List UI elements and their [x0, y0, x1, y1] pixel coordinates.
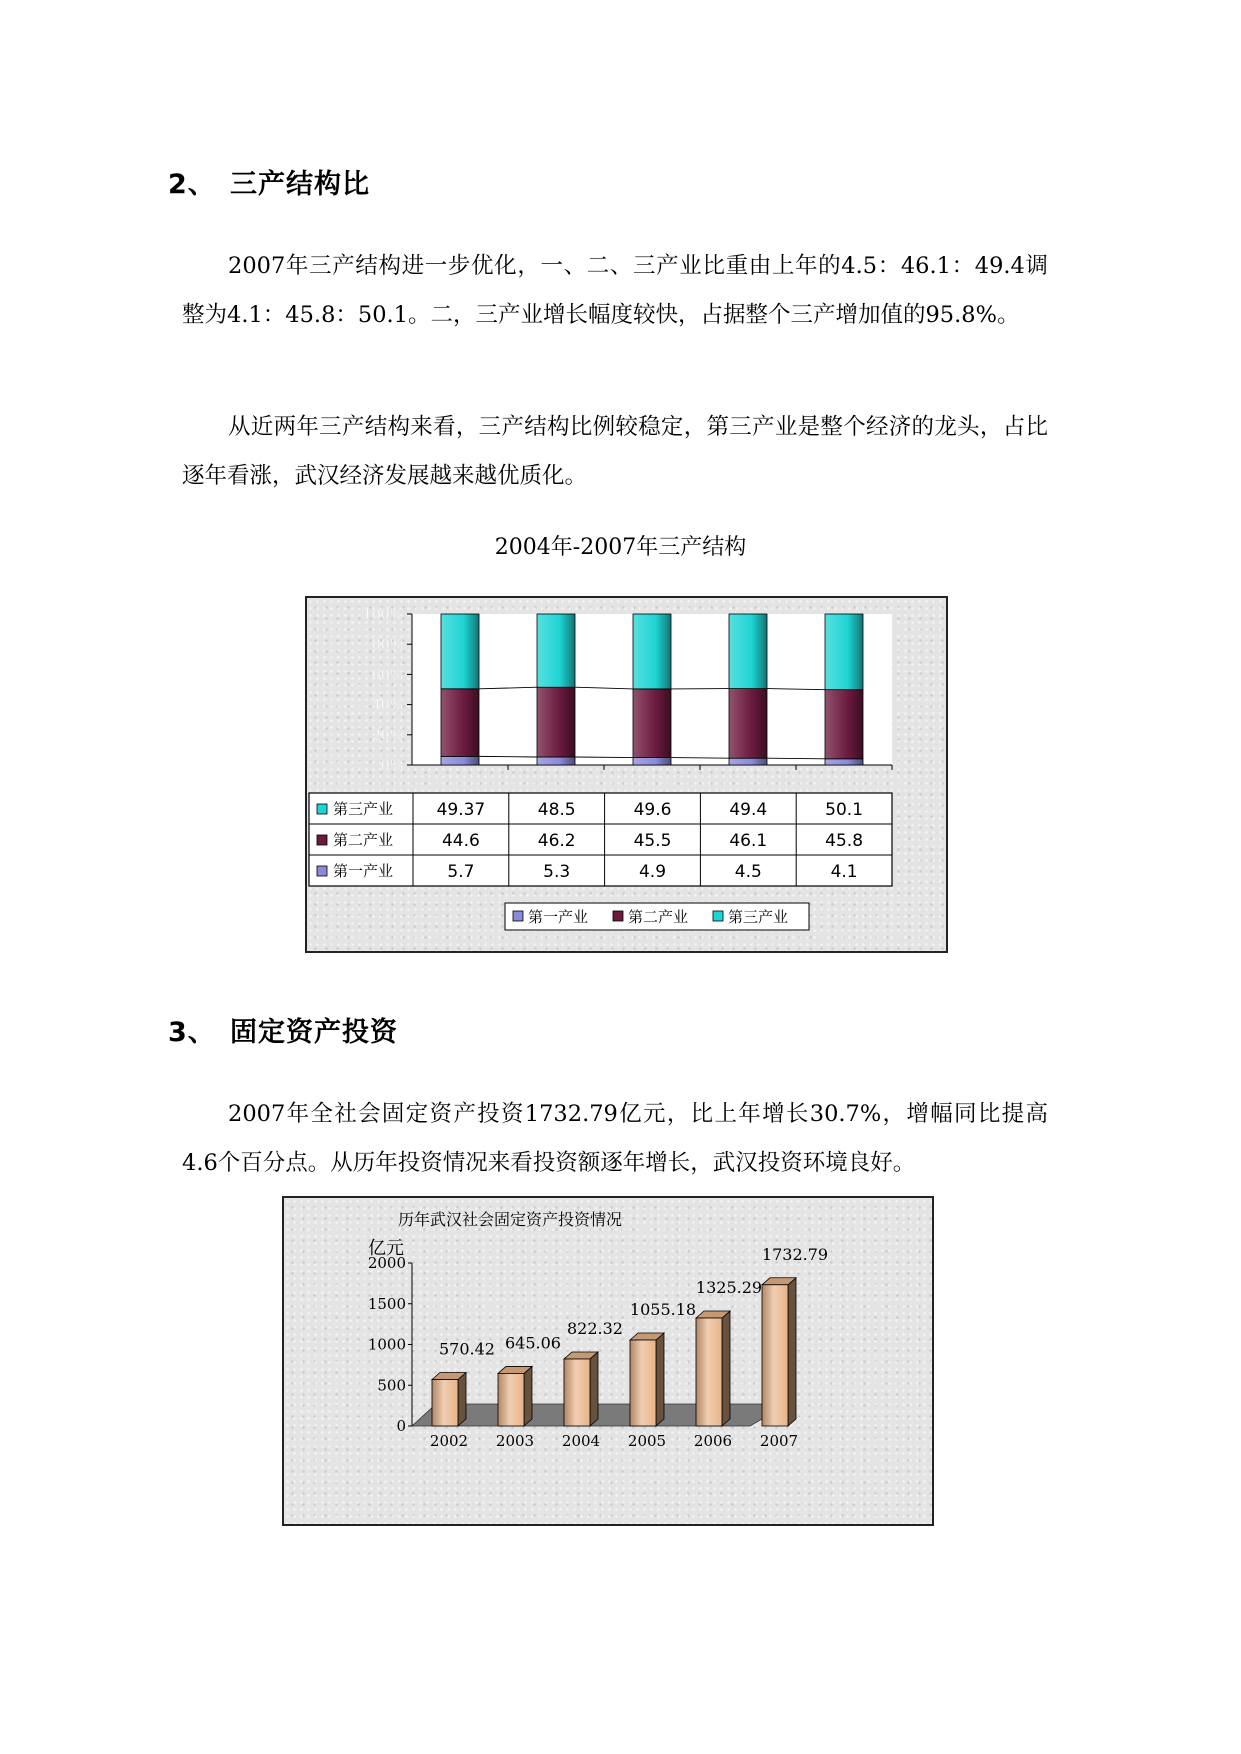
bar-segment-tertiary	[537, 614, 575, 687]
y-tick-label: 100%	[362, 607, 403, 623]
x-tick-label: 2007	[759, 1432, 799, 1450]
table-legend-swatch	[317, 835, 327, 845]
bar-side	[524, 1366, 532, 1426]
bar	[564, 1359, 590, 1426]
table-row-label: 第二产业	[333, 831, 394, 849]
table-cell-value: 45.5	[633, 831, 672, 851]
bar-segment-primary	[441, 756, 479, 765]
bar-segment-secondary	[633, 689, 671, 758]
table-cell-value: 46.2	[537, 831, 576, 851]
legend-swatch	[613, 911, 623, 921]
bar-segment-secondary	[537, 687, 575, 757]
bar-segment-tertiary	[729, 614, 767, 689]
chart-caption: 2004年-2007年三产结构	[494, 535, 747, 560]
bar-side	[458, 1373, 466, 1426]
y-tick-label: 1000	[367, 1335, 406, 1354]
industry-structure-chart-svg	[307, 598, 946, 951]
structure-paragraph-2: 从近两年三产结构来看，三产结构比例较稳定，第三产业是整个经济的龙头，占比逐年看涨，武汉经济发展越来越优质化。	[182, 414, 1048, 489]
y-tick-label: 20%	[371, 727, 403, 744]
y-tick-label: 1500	[367, 1294, 406, 1313]
section-number: 3、	[168, 1017, 216, 1048]
table-cell-value: 5.7	[447, 862, 475, 882]
data-table	[309, 793, 892, 886]
bar-segment-primary	[825, 759, 863, 765]
table-cell-value: 50.1	[825, 800, 864, 820]
series-line	[479, 756, 537, 757]
bar	[762, 1285, 788, 1426]
table-cell-value: 4.1	[830, 862, 858, 882]
legend-label: 第三产业	[728, 908, 789, 926]
table-row-label: 第一产业	[333, 862, 394, 880]
table-legend-swatch	[317, 804, 327, 814]
section-number: 2、	[168, 169, 216, 200]
x-tick-label: 2006	[693, 1432, 733, 1450]
investment-chart-svg	[284, 1198, 932, 1524]
bar	[498, 1373, 524, 1426]
section-heading-structure	[168, 162, 370, 201]
table-cell-value: 5.3	[543, 862, 571, 882]
x-tick-label: 2004	[561, 1432, 601, 1450]
y-tick-label: 40%	[371, 697, 403, 714]
y-tick-label: 2000	[367, 1254, 406, 1272]
chart-floor	[412, 1404, 788, 1426]
section-title: 三产结构比	[230, 169, 370, 200]
y-tick-label: 80%	[371, 637, 403, 654]
y-axis-unit-label: 亿元	[368, 1238, 404, 1259]
legend-swatch	[513, 911, 523, 921]
bar-value-label: 1325.29	[695, 1277, 763, 1297]
bar-segment-primary	[633, 758, 671, 765]
legend-label: 第二产业	[628, 908, 689, 926]
section-heading-investment	[168, 1010, 398, 1049]
series-line	[671, 758, 729, 759]
bar-value-label: 1055.18	[629, 1300, 697, 1320]
y-tick-label: 0%	[380, 758, 403, 774]
legend-swatch	[713, 911, 723, 921]
series-line	[575, 757, 633, 758]
table-cell-value: 45.8	[825, 831, 864, 851]
table-cell-value: 49.4	[729, 800, 768, 820]
y-tick-label: 0	[396, 1417, 406, 1435]
table-cell-value: 44.6	[441, 831, 480, 851]
table-cell-value: 46.1	[729, 831, 768, 851]
table-row-label: 第三产业	[333, 800, 394, 818]
bar	[630, 1340, 656, 1426]
bar	[696, 1318, 722, 1426]
x-tick-label: 2005	[627, 1432, 667, 1450]
legend-label: 第一产业	[528, 908, 589, 926]
x-tick-label: 2002	[429, 1432, 469, 1450]
structure-paragraph-1: 2007年三产结构进一步优化，一、二、三产业比重由上年的4.5：46.1：49.4调整为4.1：45.8：50.1。二，三产业增长幅度较快，占据整个三产增加值的95.8%。	[182, 253, 1048, 328]
y-tick-label: 60%	[371, 667, 403, 684]
section-title: 固定资产投资	[230, 1017, 398, 1048]
bar-value-label: 645.06	[505, 1333, 561, 1353]
bar-segment-tertiary	[825, 614, 863, 690]
table-cell-value: 49.37	[436, 800, 486, 820]
bar-segment-tertiary	[441, 614, 479, 689]
x-tick-label: 2003	[495, 1432, 535, 1450]
bar-segment-primary	[729, 758, 767, 765]
bar-segment-primary	[537, 757, 575, 765]
series-line	[767, 758, 825, 759]
bar-value-label: 570.42	[439, 1339, 495, 1359]
table-cell-value: 4.9	[638, 862, 667, 882]
bar-side	[656, 1333, 664, 1426]
bar-value-label: 1732.79	[761, 1244, 829, 1264]
table-cell-value: 48.5	[537, 800, 576, 820]
bar-value-label: 822.32	[567, 1318, 623, 1338]
bar-side	[590, 1352, 598, 1426]
bar-segment-secondary	[441, 689, 479, 757]
chart-title: 历年武汉社会固定资产投资情况	[397, 1210, 623, 1229]
table-cell-value: 4.5	[734, 862, 762, 882]
bar-segment-tertiary	[633, 614, 671, 689]
industry-structure-chart	[305, 596, 948, 953]
table-legend-swatch	[317, 866, 327, 876]
bar	[432, 1380, 458, 1426]
bar-segment-secondary	[825, 690, 863, 759]
investment-chart	[282, 1196, 934, 1526]
investment-paragraph: 2007年全社会固定资产投资1732.79亿元，比上年增长30.7%，增幅同比提高4.6个百分点。从历年投资情况来看投资额逐年增长，武汉投资环境良好。	[182, 1101, 1048, 1176]
bar-side	[788, 1278, 796, 1426]
bar-segment-secondary	[729, 689, 767, 759]
bar-side	[722, 1311, 730, 1426]
table-cell-value: 49.6	[633, 800, 672, 820]
y-tick-label: 500	[377, 1376, 406, 1395]
